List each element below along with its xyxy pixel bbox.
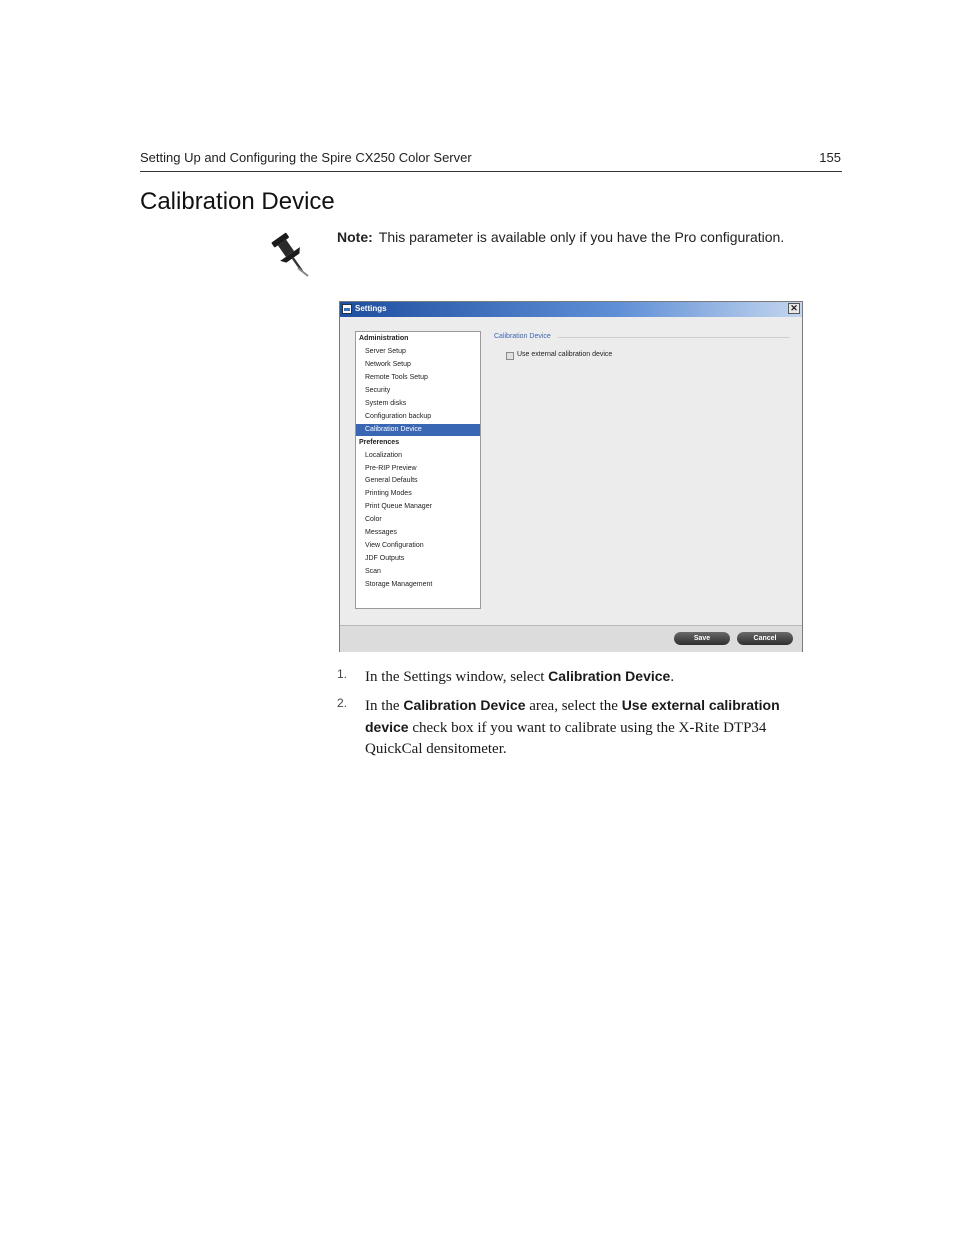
nav-item[interactable]: Localization — [365, 451, 402, 459]
settings-window — [339, 301, 803, 652]
nav-group-header: Administration — [359, 335, 409, 342]
nav-item[interactable]: Remote Tools Setup — [365, 373, 428, 381]
nav-item[interactable]: Printing Modes — [365, 490, 412, 498]
running-header-title: Setting Up and Configuring the Spire CX250 Color Server — [140, 150, 472, 165]
step-text-part: check box if you want to calibrate using the X-Rite DTP34 QuickCal densitometer. — [365, 720, 767, 757]
section-label: Calibration Device — [494, 333, 551, 340]
use-external-calibration-label[interactable]: Use external calibration device — [517, 351, 613, 358]
nav-item[interactable]: Messages — [365, 529, 397, 537]
step-text — [365, 695, 817, 760]
nav-item[interactable]: Configuration backup — [365, 412, 432, 420]
nav-item[interactable]: View Configuration — [365, 542, 424, 550]
nav-item[interactable]: Print Queue Manager — [365, 503, 432, 511]
nav-item[interactable]: Pre-RIP Preview — [365, 464, 417, 472]
step-text — [365, 666, 817, 688]
save-button[interactable]: Save — [674, 632, 730, 645]
cancel-button[interactable]: Cancel — [737, 632, 793, 645]
nav-item[interactable]: System disks — [365, 399, 407, 407]
note-text: This parameter is available only if you have the Pro configuration. — [378, 229, 785, 245]
nav-item[interactable]: Color — [365, 516, 382, 524]
note-label: Note: — [337, 229, 373, 245]
nav-item[interactable]: JDF Outputs — [365, 555, 405, 563]
button-bar — [340, 625, 802, 652]
nav-item[interactable]: Storage Management — [365, 581, 433, 589]
step-number: 2. — [337, 696, 348, 710]
nav-item[interactable]: Calibration Device — [356, 424, 480, 436]
step-ui-term: Calibration Device — [403, 697, 526, 713]
settings-nav-list — [355, 331, 481, 609]
step-text-part: In the — [365, 698, 404, 714]
running-header — [140, 150, 841, 170]
step-text-part: . — [670, 669, 675, 685]
nav-item[interactable]: Server Setup — [365, 347, 406, 355]
nav-item[interactable]: General Defaults — [365, 477, 418, 485]
use-external-calibration-checkbox[interactable] — [506, 352, 514, 360]
step-ui-term: Use external calibration device — [365, 697, 780, 735]
step-number: 1. — [337, 667, 348, 681]
window-title: Settings — [355, 304, 387, 313]
step-text-part: In the Settings window, select — [365, 669, 549, 685]
note — [337, 229, 784, 245]
nav-item[interactable]: Security — [365, 386, 391, 394]
step-text-part: area, select the — [525, 698, 622, 714]
section-divider — [558, 337, 790, 338]
calibration-device-panel — [494, 332, 794, 392]
nav-item[interactable]: Scan — [365, 568, 381, 576]
window-titlebar[interactable] — [340, 302, 802, 317]
pushpin-icon — [268, 230, 312, 278]
section-title: Calibration Device — [140, 188, 335, 215]
nav-group-header: Preferences — [359, 438, 400, 446]
step-ui-term: Calibration Device — [548, 668, 671, 684]
close-button[interactable]: ✕ — [788, 303, 800, 314]
page-number: 155 — [819, 150, 841, 165]
app-icon — [342, 304, 352, 314]
header-rule — [140, 171, 842, 172]
nav-item[interactable]: Network Setup — [365, 360, 411, 368]
